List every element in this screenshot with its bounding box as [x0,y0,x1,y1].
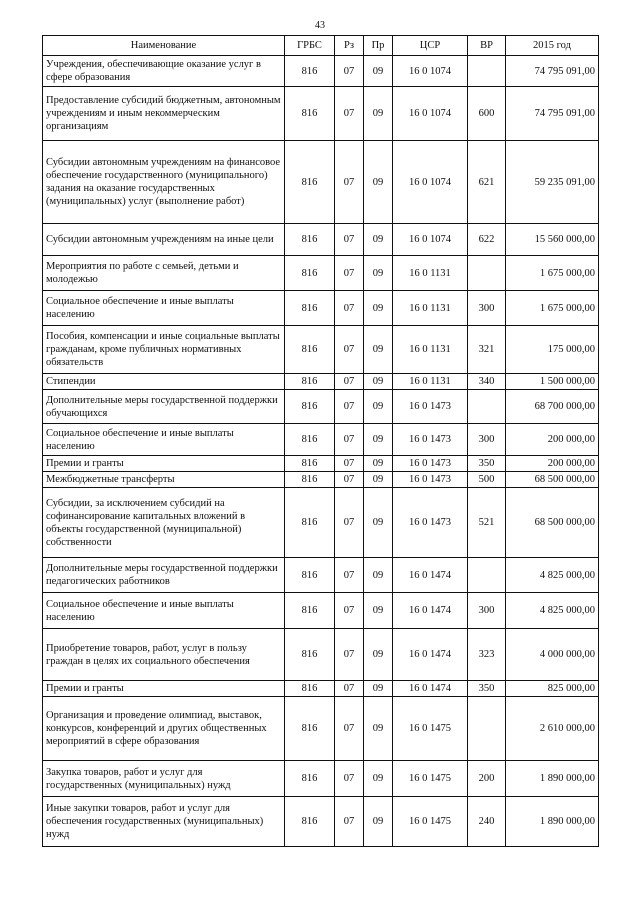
row-vr: 300 [468,424,506,456]
row-grbs: 816 [285,374,335,390]
row-csr: 16 0 1475 [393,761,468,797]
row-grbs: 816 [285,141,335,224]
table-row [43,224,599,256]
row-grbs: 816 [285,224,335,256]
row-grbs: 816 [285,456,335,472]
row-rz: 07 [335,56,364,87]
row-csr: 16 0 1131 [393,256,468,291]
row-csr: 16 0 1074 [393,141,468,224]
row-pr: 09 [364,87,393,141]
row-rz: 07 [335,326,364,374]
row-name: Предоставление субсидий бюджетным, автономным учреждениям и иным некоммерческим организациям [43,87,285,141]
row-pr: 09 [364,681,393,697]
row-csr: 16 0 1474 [393,629,468,681]
row-csr: 16 0 1474 [393,558,468,593]
row-vr: 600 [468,87,506,141]
row-grbs: 816 [285,291,335,326]
column-header-rz: Рз [335,36,364,56]
row-grbs: 816 [285,87,335,141]
row-csr: 16 0 1074 [393,87,468,141]
row-pr: 09 [364,472,393,488]
row-grbs: 816 [285,488,335,558]
row-pr: 09 [364,456,393,472]
row-rz: 07 [335,761,364,797]
row-amount: 1 890 000,00 [506,761,599,797]
column-header-vr: ВР [468,36,506,56]
row-csr: 16 0 1074 [393,224,468,256]
row-vr [468,56,506,87]
row-pr: 09 [364,697,393,761]
row-amount: 4 825 000,00 [506,593,599,629]
row-name: Мероприятия по работе с семьей, детьми и молодежью [43,256,285,291]
row-pr: 09 [364,558,393,593]
row-amount: 68 700 000,00 [506,390,599,424]
column-header-grbs: ГРБС [285,36,335,56]
row-rz: 07 [335,697,364,761]
row-amount: 2 610 000,00 [506,697,599,761]
table-row [43,761,599,797]
row-grbs: 816 [285,761,335,797]
row-vr: 321 [468,326,506,374]
row-grbs: 816 [285,424,335,456]
row-rz: 07 [335,291,364,326]
row-grbs: 816 [285,697,335,761]
column-header-pr: Пр [364,36,393,56]
row-rz: 07 [335,256,364,291]
row-name: Организация и проведение олимпиад, выставок, конкурсов, конференций и других общественных мероприятий в сфере образования [43,697,285,761]
table-row [43,291,599,326]
row-name: Иные закупки товаров, работ и услуг для обеспечения государственных (муниципальных) нужд [43,797,285,847]
row-name: Приобретение товаров, работ, услуг в пользу граждан в целях их социального обеспечения [43,629,285,681]
row-rz: 07 [335,456,364,472]
row-rz: 07 [335,87,364,141]
row-rz: 07 [335,141,364,224]
row-grbs: 816 [285,56,335,87]
row-rz: 07 [335,797,364,847]
row-pr: 09 [364,141,393,224]
row-name: Субсидии, за исключением субсидий на софинансирование капитальных вложений в объекты государственной (муниципальной) собственности [43,488,285,558]
row-grbs: 816 [285,326,335,374]
table-row [43,697,599,761]
column-header-csr: ЦСР [393,36,468,56]
row-vr [468,256,506,291]
row-vr [468,390,506,424]
row-csr: 16 0 1473 [393,390,468,424]
row-vr: 500 [468,472,506,488]
row-csr: 16 0 1474 [393,593,468,629]
row-vr: 521 [468,488,506,558]
row-csr: 16 0 1473 [393,488,468,558]
row-amount: 74 795 091,00 [506,87,599,141]
row-csr: 16 0 1475 [393,797,468,847]
table-row [43,681,599,697]
row-amount: 1 500 000,00 [506,374,599,390]
row-vr: 340 [468,374,506,390]
row-pr: 09 [364,374,393,390]
table-row [43,629,599,681]
row-csr: 16 0 1131 [393,291,468,326]
row-amount: 68 500 000,00 [506,472,599,488]
table-row [43,797,599,847]
row-rz: 07 [335,629,364,681]
row-vr: 323 [468,629,506,681]
row-amount: 74 795 091,00 [506,56,599,87]
row-amount: 825 000,00 [506,681,599,697]
row-grbs: 816 [285,681,335,697]
row-vr [468,558,506,593]
row-vr: 200 [468,761,506,797]
row-name: Пособия, компенсации и иные социальные выплаты гражданам, кроме публичных нормативных обязательств [43,326,285,374]
row-pr: 09 [364,593,393,629]
row-pr: 09 [364,488,393,558]
row-name: Премии и гранты [43,456,285,472]
row-csr: 16 0 1131 [393,374,468,390]
table-row [43,87,599,141]
row-name: Социальное обеспечение и иные выплаты населению [43,424,285,456]
row-vr: 350 [468,681,506,697]
row-amount: 1 890 000,00 [506,797,599,847]
row-csr: 16 0 1473 [393,472,468,488]
row-amount: 59 235 091,00 [506,141,599,224]
row-pr: 09 [364,291,393,326]
row-amount: 68 500 000,00 [506,488,599,558]
row-csr: 16 0 1474 [393,681,468,697]
table-row [43,472,599,488]
row-pr: 09 [364,629,393,681]
row-pr: 09 [364,56,393,87]
row-amount: 200 000,00 [506,424,599,456]
row-grbs: 816 [285,558,335,593]
table-row [43,374,599,390]
table-row [43,593,599,629]
row-csr: 16 0 1473 [393,456,468,472]
table-header-row [43,36,599,56]
row-name: Дополнительные меры государственной поддержки обучающихся [43,390,285,424]
row-name: Закупка товаров, работ и услуг для государственных (муниципальных) нужд [43,761,285,797]
table-row [43,256,599,291]
row-grbs: 816 [285,390,335,424]
table-row [43,56,599,87]
page-number: 43 [315,20,325,31]
row-csr: 16 0 1131 [393,326,468,374]
row-pr: 09 [364,797,393,847]
row-rz: 07 [335,472,364,488]
row-rz: 07 [335,224,364,256]
table-row [43,488,599,558]
row-rz: 07 [335,390,364,424]
row-grbs: 816 [285,472,335,488]
row-rz: 07 [335,593,364,629]
row-name: Социальное обеспечение и иные выплаты населению [43,291,285,326]
row-csr: 16 0 1473 [393,424,468,456]
row-pr: 09 [364,390,393,424]
row-grbs: 816 [285,629,335,681]
row-amount: 1 675 000,00 [506,291,599,326]
table-row [43,390,599,424]
row-name: Социальное обеспечение и иные выплаты населению [43,593,285,629]
row-amount: 4 825 000,00 [506,558,599,593]
row-pr: 09 [364,326,393,374]
row-vr: 240 [468,797,506,847]
row-vr: 300 [468,593,506,629]
row-amount: 4 000 000,00 [506,629,599,681]
row-vr: 622 [468,224,506,256]
row-grbs: 816 [285,797,335,847]
row-name: Межбюджетные трансферты [43,472,285,488]
row-pr: 09 [364,761,393,797]
row-vr: 621 [468,141,506,224]
row-vr: 350 [468,456,506,472]
table-row [43,424,599,456]
column-header-name: Наименование [43,36,285,56]
row-grbs: 816 [285,593,335,629]
row-csr: 16 0 1074 [393,56,468,87]
column-header-year: 2015 год [506,36,599,56]
row-rz: 07 [335,424,364,456]
row-pr: 09 [364,256,393,291]
table-row [43,456,599,472]
table-row [43,326,599,374]
table-row [43,141,599,224]
row-amount: 15 560 000,00 [506,224,599,256]
row-amount: 175 000,00 [506,326,599,374]
row-amount: 1 675 000,00 [506,256,599,291]
row-rz: 07 [335,374,364,390]
row-name: Учреждения, обеспечивающие оказание услуг в сфере образования [43,56,285,87]
budget-table [42,35,599,847]
row-name: Субсидии автономным учреждениям на иные цели [43,224,285,256]
row-csr: 16 0 1475 [393,697,468,761]
row-vr: 300 [468,291,506,326]
table-row [43,558,599,593]
row-vr [468,697,506,761]
row-pr: 09 [364,224,393,256]
row-name: Субсидии автономным учреждениям на финансовое обеспечение государственного (муниципального) задания на оказание государственных (муниципальных) услуг (выполнение работ) [43,141,285,224]
row-rz: 07 [335,558,364,593]
row-grbs: 816 [285,256,335,291]
row-rz: 07 [335,681,364,697]
row-name: Дополнительные меры государственной поддержки педагогических работников [43,558,285,593]
row-name: Стипендии [43,374,285,390]
row-name: Премии и гранты [43,681,285,697]
row-amount: 200 000,00 [506,456,599,472]
row-rz: 07 [335,488,364,558]
row-pr: 09 [364,424,393,456]
